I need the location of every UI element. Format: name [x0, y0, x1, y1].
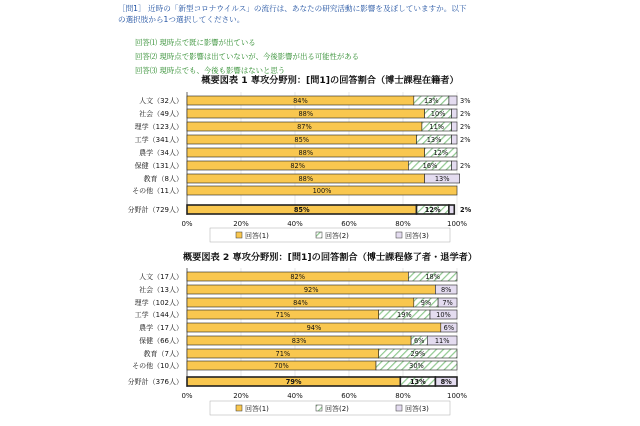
c2-row-label: 農学（17人） [139, 324, 183, 332]
c1-bar-label-answer1: 84% [293, 97, 308, 105]
c2-legend-swatch-1 [236, 405, 242, 411]
c1-legend-label-3: 回答(3) [405, 232, 429, 240]
c2-x-tick-label: 0% [181, 392, 193, 400]
c2-row-label: 工学（144人） [134, 311, 183, 319]
c2-legend-label-2: 回答(2) [325, 405, 349, 413]
c2-row-label: 社会（13人） [139, 286, 183, 294]
c2-bar-label-answer1: 82% [290, 273, 306, 281]
c2-bar-label-answer2: 30% [409, 362, 424, 370]
c2-x-tick-label: 80% [395, 392, 411, 400]
c1-bar-label-answer2: 12% [424, 206, 441, 214]
c1-bar-answer3 [449, 205, 454, 214]
c1-row-label: 理学（123人） [134, 123, 183, 131]
c1-bar-label-answer2: 13% [424, 97, 439, 105]
c2-bar-label-answer1: 71% [275, 350, 291, 358]
c2-x-tick-label: 100% [446, 392, 468, 400]
c1-bar-label-answer3: 13% [434, 175, 450, 183]
c2-title: 概要図表 2 専攻分野別：[問1]の回答割合（博士課程修了者・退学者） [182, 252, 478, 263]
c1-legend-swatch-2 [316, 232, 322, 238]
c1-bar-label-answer3: 3% [460, 97, 471, 105]
c2-x-tick-label: 40% [287, 392, 303, 400]
question-line-2: の選択肢から1つ選択してください。 [118, 15, 245, 24]
c2-legend-label-1: 回答(1) [245, 405, 269, 413]
c1-bar-label-answer2: 16% [422, 162, 438, 170]
c2-x-tick-label: 20% [233, 392, 249, 400]
c2-legend-swatch-2 [316, 405, 322, 411]
c1-bar-label-answer1: 85% [294, 136, 310, 144]
c1-bar-label-answer1: 85% [293, 206, 310, 214]
c1-bar-answer3 [452, 135, 457, 144]
c1-bar-label-answer3: 2% [460, 123, 471, 131]
c2-bar-label-answer3: 6% [443, 324, 455, 332]
c2-bar-label-answer1: 94% [306, 324, 322, 332]
c2-row-label: 保健（66人） [139, 337, 183, 345]
c1-legend-label-2: 回答(2) [325, 232, 349, 240]
c1-legend-label-1: 回答(1) [245, 232, 269, 240]
c2-bar-label-answer2: 19% [397, 311, 412, 319]
c2-legend-label-3: 回答(3) [405, 405, 429, 413]
c1-row-label: 工学（341人） [134, 136, 183, 144]
c2-row-label: その他（10人） [132, 362, 183, 370]
c2-legend-swatch-3 [396, 405, 402, 411]
c2-bar-label-answer1: 83% [291, 337, 307, 345]
c2-bar-label-answer2: 9% [420, 299, 432, 307]
c1-legend-swatch-3 [396, 232, 402, 238]
c2-bar-label-answer2: 6% [413, 337, 425, 345]
c2-bar-label-answer2: 29% [410, 350, 426, 358]
answer-option-1: 回答⑴ 現時点で既に影響が出ている [135, 38, 256, 47]
c1-bar-label-answer2: 12% [433, 149, 449, 157]
c1-bar-answer3 [452, 161, 457, 170]
c1-bar-answer3 [452, 122, 457, 131]
c1-x-tick-label: 80% [395, 220, 411, 228]
c1-x-tick-label: 100% [446, 220, 468, 228]
c1-bar-label-answer3: 2% [460, 136, 471, 144]
c1-bar-label-answer1: 88% [298, 110, 314, 118]
c2-row-label: 理学（102人） [134, 299, 183, 307]
c1-bar-label-answer3: 2% [460, 110, 471, 118]
c2-bar-label-answer3: 8% [440, 378, 452, 386]
c1-bar-label-answer3: 2% [460, 206, 472, 214]
c1-row-label: 保健（131人） [134, 162, 183, 170]
c2-bar-label-answer2: 13% [409, 378, 426, 386]
answer-option-2: 回答⑵ 現時点で影響は出ていないが、今後影響が出る可能性がある [135, 52, 360, 61]
c1-x-tick-label: 40% [287, 220, 303, 228]
c1-bar-label-answer1: 100% [312, 187, 332, 195]
c2-bar-label-answer3: 10% [436, 311, 451, 319]
c2-bar-label-answer3: 11% [434, 337, 450, 345]
c1-bar-label-answer1: 88% [298, 149, 314, 157]
c1-bar-answer3 [449, 96, 457, 105]
c2-bar-label-answer3: 7% [442, 299, 453, 307]
c1-bar-label-answer1: 87% [297, 123, 312, 131]
c1-row-label: 社会（49人） [139, 110, 183, 118]
c2-bar-label-answer3: 8% [440, 286, 452, 294]
c1-bar-answer3 [452, 109, 457, 118]
c1-bar-label-answer2: 13% [426, 136, 442, 144]
c2-bar-label-answer1: 71% [275, 311, 291, 319]
answer-option-3: 回答⑶ 現時点でも、今後も影響はないと思う [135, 66, 286, 75]
c1-row-label: その他（11人） [132, 187, 183, 195]
c1-legend-swatch-1 [236, 232, 242, 238]
c1-row-label: 教育（8人） [143, 175, 183, 183]
c2-row-label: 人文（17人） [139, 273, 183, 281]
c2-bar-label-answer1: 70% [274, 362, 289, 370]
c1-bar-label-answer2: 10% [430, 110, 446, 118]
c1-row-label: 農学（34人） [139, 149, 183, 157]
c2-row-label: 分野計（376人） [127, 378, 183, 386]
c1-x-tick-label: 20% [233, 220, 249, 228]
c1-row-label: 人文（32人） [139, 97, 183, 105]
c1-bar-label-answer3: 2% [460, 162, 471, 170]
c1-bar-label-answer1: 88% [298, 175, 314, 183]
c2-bar-label-answer1: 92% [303, 286, 319, 294]
c2-x-tick-label: 60% [341, 392, 357, 400]
c2-bar-label-answer1: 84% [293, 299, 308, 307]
c1-x-tick-label: 60% [341, 220, 357, 228]
c1-bar-label-answer1: 82% [290, 162, 306, 170]
c2-bar-label-answer1: 79% [285, 378, 302, 386]
c2-row-label: 教育（7人） [143, 350, 183, 358]
c1-bar-label-answer2: 11% [429, 123, 445, 131]
c1-x-tick-label: 0% [181, 220, 193, 228]
c1-row-label: 分野計（729人） [127, 206, 183, 214]
c1-title: 概要図表 1 専攻分野別：[問1]の回答割合（博士課程在籍者） [201, 75, 459, 86]
question-line-1: ［問1］ 近時の「新型コロナウイルス」の流行は、あなたの研究活動に影響を及ぼしていますか。以下 [118, 4, 467, 13]
c2-bar-label-answer2: 18% [425, 273, 441, 281]
